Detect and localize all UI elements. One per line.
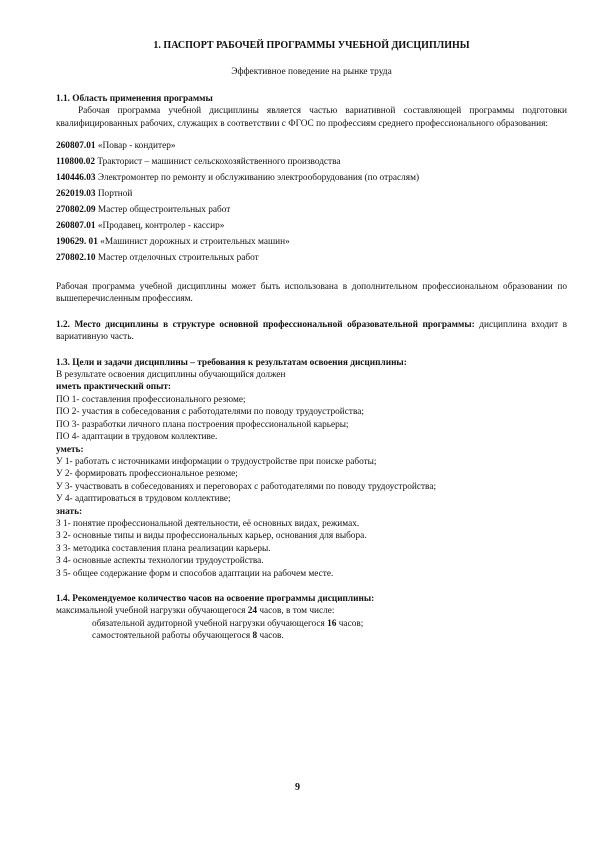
profession-name: Мастер общестроительных работ — [97, 205, 231, 216]
profession-name: Портной — [97, 189, 133, 200]
aud-load-suffix: часов; — [336, 618, 364, 629]
list-item: ПО 2- участия в собеседования с работодателями по поводу трудоустройства; — [56, 407, 364, 418]
profession-code: 260807.01 — [56, 221, 96, 232]
profession-item — [56, 140, 567, 152]
list-item: З 3- методика составления плана реализации карьеры. — [56, 543, 271, 554]
list-item: ПО 4- адаптации в трудовом коллективе. — [56, 432, 218, 443]
section-1-2-text: дисциплина входит в вариативную часть. — [56, 319, 568, 343]
profession-name: Электромонтер по ремонту и обслуживанию электрооборудования (по отраслям) — [97, 173, 420, 184]
section-1-1-text: Рабочая программа учебной дисциплины является частью вариативной составляющей программы подготовки квалифицированных рабочих, служащих в соответствии с ФГОС по профессиям среднего профессионального образования: — [56, 106, 567, 129]
list-item: З 4- основные аспекты технологии трудоустройства. — [56, 556, 264, 567]
profession-code: 110800.02 — [56, 157, 95, 168]
profession-item — [56, 172, 567, 184]
list-item: У 4- адаптироваться в трудовом коллективе; — [56, 494, 231, 505]
max-load-suffix: часов, в том числе: — [257, 606, 335, 617]
profession-item — [56, 204, 567, 216]
self-work-suffix: часов. — [257, 631, 284, 642]
list-item: У 1- работать с источниками информации о трудоустройстве при поиске работы; — [56, 456, 377, 467]
profession-item — [56, 252, 567, 264]
section-1-2 — [56, 319, 567, 344]
section-1-4-heading: 1.4. Рекомендуемое количество часов на освоение программы дисциплины: — [56, 593, 375, 604]
skills-label: уметь: — [56, 444, 84, 455]
knowledge-label: знать: — [56, 506, 83, 517]
usage-text: Рабочая программа учебной дисциплины может быть использована в дополнительном профессиональном образовании по вышеперечисленным профессиям. — [56, 282, 567, 305]
profession-item — [56, 236, 567, 248]
self-work-label: самостоятельной работы обучающегося — [92, 631, 253, 642]
page-number: 9 — [295, 782, 300, 793]
profession-name: Тракторист – машинист сельскохозяйственного производства — [97, 157, 341, 168]
profession-code: 270802.10 — [56, 253, 96, 264]
aud-load-hours: 16 — [327, 618, 337, 629]
profession-item — [56, 188, 567, 200]
section-1-1-heading: 1.1. Область применения программы — [56, 93, 213, 104]
section-1-3-intro: В результате освоения дисциплины обучающийся должен — [56, 370, 286, 381]
profession-name: «Продавец, контролер - кассир» — [97, 221, 225, 232]
list-item: ПО 3- разработки личного плана построения профессиональной карьеры; — [56, 419, 349, 430]
max-load-hours: 24 — [247, 606, 258, 617]
aud-load-label: обязательной аудиторной учебной нагрузки обучающегося — [92, 618, 328, 629]
profession-code: 270802.09 — [56, 205, 96, 216]
self-work-hours: 8 — [252, 631, 258, 642]
list-item: З 5- общее содержание форм и способов адаптации на рабочем месте. — [56, 568, 334, 579]
profession-item — [56, 156, 567, 168]
profession-item — [56, 220, 567, 232]
profession-code: 140446.03 — [56, 173, 96, 184]
profession-code: 262019.03 — [56, 189, 96, 200]
profession-name: Мастер отделочных строительных работ — [97, 253, 259, 264]
section-1-2-heading: 1.2. Место дисциплины в структуре основной профессиональной образовательной программы: — [56, 319, 475, 330]
profession-name: «Повар - кондитер» — [97, 141, 176, 152]
discipline-name: Эффективное поведение на рынке труда — [231, 67, 392, 78]
list-item: З 1- понятие профессиональной деятельности, её основных видах, режимах. — [56, 518, 360, 529]
self-work-line — [92, 630, 567, 642]
profession-name: «Машинист дорожных и строительных машин» — [100, 237, 290, 248]
max-load-line — [56, 605, 567, 617]
document-title: 1. ПАСПОРТ РАБОЧЕЙ ПРОГРАММЫ УЧЕБНОЙ ДИСЦИПЛИНЫ — [153, 40, 470, 51]
professions-list — [56, 140, 567, 264]
section-1-3-heading: 1.3. Цели и задачи дисциплины – требования к результатам освоения дисциплины: — [56, 357, 407, 368]
max-load-label: максимальной учебной нагрузки обучающегося — [56, 606, 248, 617]
list-item: З 2- основные типы и виды профессиональных карьер, основания для выбора. — [56, 531, 367, 542]
profession-code: 190629. 01 — [56, 237, 98, 248]
list-item: У 2- формировать профессиональное резюме; — [56, 469, 238, 480]
experience-label: иметь практический опыт: — [56, 382, 172, 393]
profession-code: 260807.01 — [56, 141, 96, 152]
aud-load-line — [92, 618, 567, 630]
list-item: У 3- участвовать в собеседованиях и переговорах с работодателями по поводу трудоустройства; — [56, 481, 437, 492]
list-item: ПО 1- составления профессионального резюме; — [56, 394, 246, 405]
